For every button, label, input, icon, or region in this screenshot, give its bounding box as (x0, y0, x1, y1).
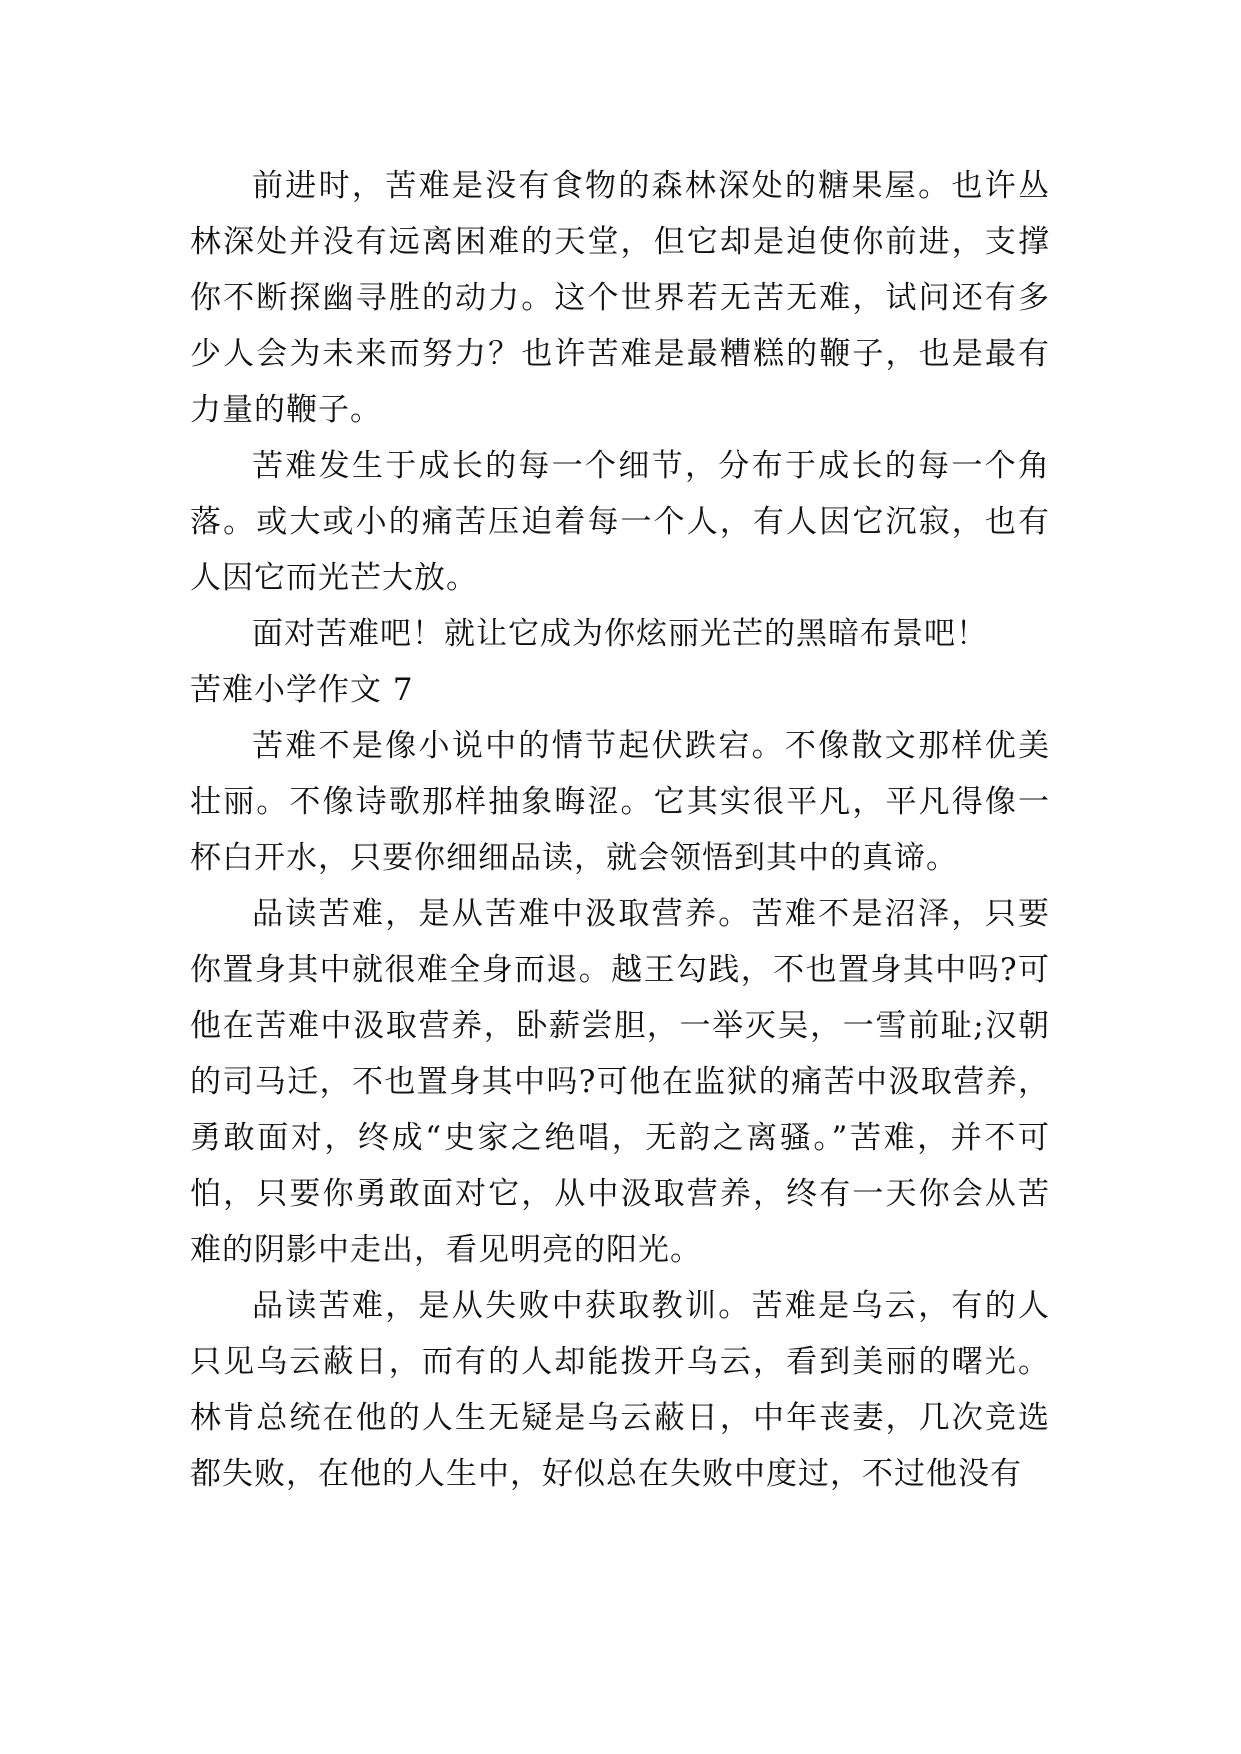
paragraph: 面对苦难吧！就让它成为你炫丽光芒的黑暗布景吧！ (252, 616, 988, 652)
section-title: 苦难小学作文 7 (190, 672, 414, 708)
paragraph: 品读苦难，是从失败中获取教训。苦难是乌云，有的人只见乌云蔽日，而有的人却能拨开乌云，看到美丽的曙光。林肯总统在他的人生无疑是乌云蔽日，中年丧妻，几次竞选都失败，在他的人生中，好似总在失败中度过，不过他没有 (190, 1288, 1050, 1492)
paragraph: 苦难不是像小说中的情节起伏跌宕。不像散文那样优美壮丽。不像诗歌那样抽象晦涩。它其实很平凡，平凡得像一杯白开水，只要你细细品读，就会领悟到其中的真谛。 (190, 728, 1050, 876)
document-body (190, 158, 1050, 1502)
paragraph: 品读苦难，是从苦难中汲取营养。苦难不是沼泽，只要你置身其中就很难全身而退。越王勾践，不也置身其中吗?可他在苦难中汲取营养，卧薪尝胆，一举灭吴，一雪前耻;汉朝的司马迁，不也置身其中吗?可他在监狱的痛苦中汲取营养，勇敢面对，终成“史家之绝唱，无韵之离骚。”苦难，并不可怕，只要你勇敢面对它，从中汲取营养，终有一天你会从苦难的阴影中走出，看见明亮的阳光。 (190, 896, 1050, 1268)
paragraph: 前进时，苦难是没有食物的森林深处的糖果屋。也许丛林深处并没有远离困难的天堂，但它却是迫使你前进，支撑你不断探幽寻胜的动力。这个世界若无苦无难，试问还有多少人会为未来而努力？也许苦难是最糟糕的鞭子，也是最有力量的鞭子。 (190, 168, 1050, 428)
paragraph: 苦难发生于成长的每一个细节，分布于成长的每一个角落。或大或小的痛苦压迫着每一个人，有人因它沉寂，也有人因它而光芒大放。 (190, 448, 1050, 596)
